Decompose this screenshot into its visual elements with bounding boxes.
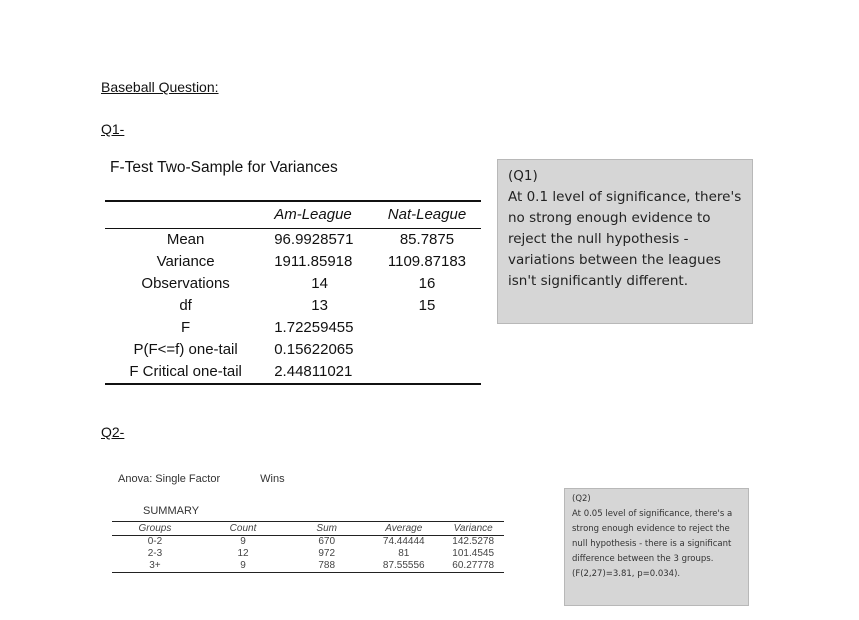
table-row: [105, 295, 481, 317]
ftest-title: F-Test Two-Sample for Variances: [110, 159, 338, 176]
am-value: 1911.85918: [274, 253, 353, 270]
col-nat-league: Nat-League: [373, 201, 481, 229]
group-cell: 2-3: [147, 548, 163, 559]
col-sum: Sum: [288, 522, 365, 536]
table-row: [105, 251, 481, 273]
nat-value: 1109.87183: [387, 253, 467, 270]
anova-header: [118, 473, 285, 485]
col-am-league: Am-League: [266, 201, 373, 229]
group-cell: 0-2: [147, 536, 163, 547]
q2-note-heading: (Q2): [572, 494, 591, 504]
row-label: Mean: [166, 231, 205, 248]
table-row: [105, 317, 481, 339]
ftest-header-row: [105, 201, 481, 229]
nat-value: 16: [418, 275, 436, 292]
nat-value: [373, 317, 481, 339]
nat-value: 85.7875: [399, 231, 455, 248]
nat-value: [373, 339, 481, 361]
table-row: [112, 548, 504, 560]
row-label: Observations: [141, 275, 230, 292]
average-cell: 74.44444: [382, 536, 425, 547]
q1-note: [497, 159, 753, 324]
anova-title: Anova: Single Factor: [118, 473, 221, 485]
am-value: 1.72259455: [274, 319, 354, 336]
am-value: 96.9928571: [274, 231, 354, 248]
am-value: 0.15622065: [274, 341, 354, 358]
q1-note-heading: (Q1): [508, 168, 538, 184]
page-title: Baseball Question:: [101, 79, 219, 95]
sum-cell: 670: [318, 536, 336, 547]
q1-note-text: At 0.1 level of significance, there's no strong enough evidence to reject the null hypothesis - variations between the leagues isn't significantly different.: [508, 189, 742, 289]
sum-cell: 788: [288, 560, 365, 573]
sum-cell: 972: [318, 548, 336, 559]
am-value: 13: [311, 297, 328, 314]
row-label: Variance: [156, 253, 215, 270]
col-variance: Variance: [442, 522, 504, 536]
row-label: P(F<=f) one-tail: [133, 341, 238, 358]
row-label: F Critical one-tail: [105, 361, 266, 384]
count-cell: 12: [237, 548, 249, 559]
row-label: df: [179, 297, 192, 314]
table-row: [105, 361, 481, 384]
variance-cell: 101.4545: [452, 548, 495, 559]
row-label: F: [181, 319, 191, 336]
count-cell: 9: [198, 560, 288, 573]
group-cell: 3+: [112, 560, 198, 573]
summary-label: SUMMARY: [143, 505, 200, 517]
ftest-table: [105, 200, 481, 385]
average-cell: 81: [398, 548, 410, 559]
anova-variable: Wins: [260, 473, 285, 485]
table-row: [105, 229, 481, 252]
q2-note-stat: (F(2,27)=3.81, p=0.034).: [572, 569, 681, 579]
q2-note: [564, 488, 749, 606]
am-value: 14: [311, 275, 328, 292]
average-cell: 87.55556: [365, 560, 442, 573]
ftest-header-blank: [105, 201, 266, 229]
col-average: Average: [365, 522, 442, 536]
q2-note-text: At 0.05 level of significance, there's a strong enough evidence to reject the null hypothesis - there is a significant difference between the 3 groups.: [572, 509, 733, 564]
table-row: [112, 560, 504, 573]
nat-value: [373, 361, 481, 384]
table-row: [112, 536, 504, 549]
table-row: [105, 273, 481, 295]
am-value: 2.44811021: [266, 361, 373, 384]
q1-label: Q1-: [101, 121, 125, 137]
col-groups: Groups: [112, 522, 198, 536]
nat-value: 15: [418, 297, 436, 314]
anova-header-row: [112, 522, 504, 536]
col-count: Count: [198, 522, 288, 536]
count-cell: 9: [240, 536, 246, 547]
anova-summary-table: [112, 521, 504, 573]
table-row: [105, 339, 481, 361]
q2-label: Q2-: [101, 424, 125, 440]
variance-cell: 60.27778: [442, 560, 504, 573]
variance-cell: 142.5278: [452, 536, 495, 547]
